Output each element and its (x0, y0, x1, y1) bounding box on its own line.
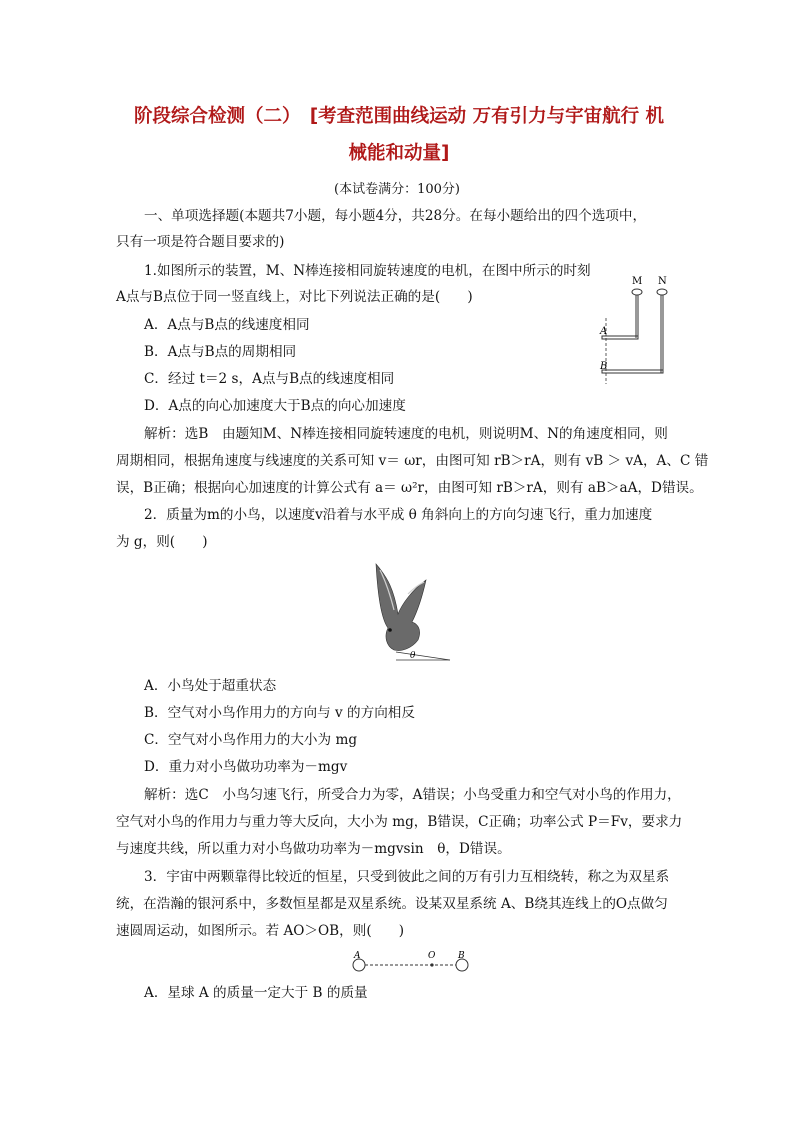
q2-stem-line-2: 为 g，则( ) (116, 534, 208, 550)
star-a-label: A (354, 951, 361, 961)
q1-stem-line-1: 1.如图所示的装置，M、N棒连接相同旋转速度的电机，在图中所示的时刻 (144, 263, 591, 279)
pigeon-figure (368, 560, 452, 666)
center-o-icon (430, 963, 433, 966)
page-title (116, 98, 682, 172)
point-o-label: O (428, 951, 436, 961)
title-line-1: 阶段综合检测（二） [考查范围曲线运动 万有引力与宇宙航行 机 (133, 106, 665, 127)
section-intro-line-2: 只有一项是符合题目要求的) (116, 234, 285, 250)
arm-a (602, 336, 638, 339)
q2-option-d: D．重力对小鸟做功功率为－mgv (144, 759, 348, 775)
q2-analysis-line-2: 空气对小鸟的作用力与重力等大反向，大小为 mg，B错误，C正确；功率公式 P＝Fv，要求力 (116, 814, 683, 830)
q2-analysis-line-3: 与速度共线，所以重力对小鸟做功功率为－mgvsin θ，D错误。 (116, 841, 511, 857)
q2-option-c: C．空气对小鸟作用力的大小为 mg (144, 732, 358, 748)
section-intro-line-1: 一、单项选择题(本题共7小题，每小题4分，共28分。在每小题给出的四个选项中， (144, 208, 647, 224)
q1-option-c: C．经过 t＝2 s，A点与B点的线速度相同 (144, 371, 395, 387)
q1-stem-line-2: A点与B点位于同一竖直线上，对比下列说法正确的是( ) (116, 289, 473, 305)
label-a: A (600, 326, 608, 337)
q2-analysis-line-1: 解析：选C 小鸟匀速飞行，所受合力为零，A错误；小鸟受重力和空气对小鸟的作用力， (144, 787, 681, 803)
motor-n-icon (657, 289, 667, 295)
q1-analysis-line-2: 周期相同，根据角速度与线速度的关系可知 v＝ ωr，由图可知 rB＞rA，则有 vB ＞ vA，A、C 错 (116, 453, 709, 469)
q3-stem-line-1: 3．宇宙中两颗靠得比较近的恒星，只受到彼此之间的万有引力互相绕转，称之为双星系 (144, 869, 670, 885)
q2-option-a: A．小鸟处于超重状态 (144, 678, 277, 694)
q2-option-b: B．空气对小鸟作用力的方向与 v 的方向相反 (144, 705, 415, 721)
q1-option-d: D．A点的向心加速度大于B点的向心加速度 (144, 398, 406, 414)
star-b-label: B (458, 951, 465, 961)
q1-option-a: A．A点与B点的线速度相同 (144, 317, 310, 333)
motor-m-icon (632, 289, 642, 295)
angle-label: θ (410, 651, 416, 661)
rotating-rods-figure (594, 270, 684, 385)
q3-stem-line-2: 统，在浩瀚的银河系中，多数恒星都是双星系统。设某双星系统 A、B绕其连线上的O点做匀 (116, 896, 668, 912)
q2-stem-line-1: 2．质量为m的小鸟，以速度v沿着与水平成 θ 角斜向上的方向匀速飞行，重力加速度 (144, 507, 653, 523)
binary-star-figure (348, 948, 472, 974)
q1-analysis-line-1: 解析：选B 由题知M、N棒连接相同旋转速度的电机，则说明M、N的角速度相同，则 (144, 426, 668, 442)
q1-analysis-line-3: 误，B正确；根据向心加速度的计算公式有 a＝ ω²r，由图可知 rB＞rA，则有 aB＞aA，D错误。 (116, 480, 703, 496)
label-b: B (600, 361, 608, 372)
q3-stem-line-3: 速圆周运动，如图所示。若 AO＞OB，则( ) (116, 923, 405, 939)
label-n: N (658, 276, 667, 287)
q3-option-a: A．星球 A 的质量一定大于 B 的质量 (144, 985, 368, 1001)
arm-b (602, 370, 663, 373)
score-note: (本试卷满分：100分) (334, 182, 460, 197)
q1-option-b: B．A点与B点的周期相同 (144, 344, 297, 360)
label-m: M (632, 276, 643, 287)
title-line-2: 械能和动量] (348, 143, 450, 164)
